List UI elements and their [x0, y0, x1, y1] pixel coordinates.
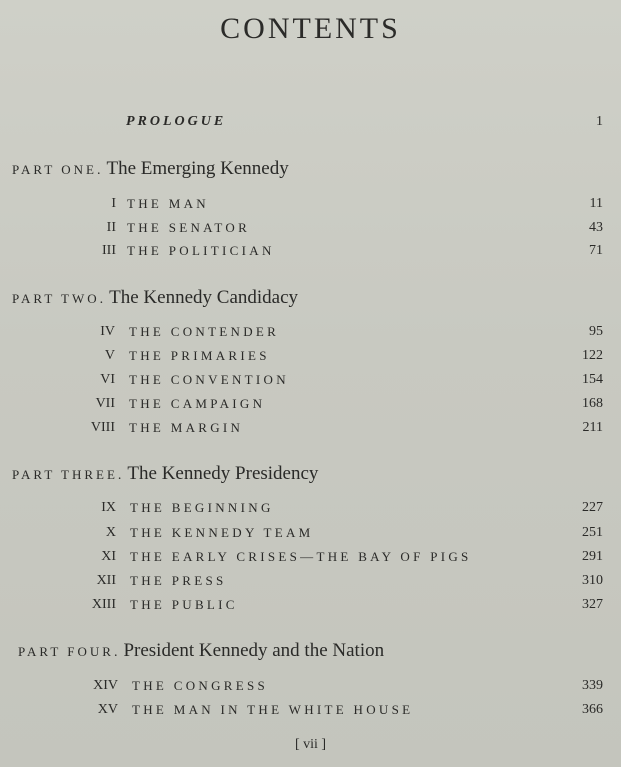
chapter-page-number: 154	[582, 372, 603, 387]
chapter-number: XIII	[91, 597, 116, 612]
part-label: PART TWO	[12, 291, 100, 306]
chapter-page-number: 95	[589, 324, 603, 339]
page-number-footer: [ vii ]	[294, 737, 327, 752]
chapter-number: XII	[96, 573, 116, 588]
chapter-page-number: 168	[582, 396, 603, 411]
chapter-title: THE MAN IN THE WHITE HOUSE	[132, 702, 414, 717]
chapter-page-number: 211	[582, 420, 603, 435]
chapter-row	[0, 348, 621, 368]
chapter-title: THE POLITICIAN	[127, 243, 275, 258]
chapter-title: THE BEGINNING	[130, 500, 274, 515]
chapter-row	[0, 372, 621, 392]
chapter-title: THE CONTENDER	[129, 324, 280, 339]
part-heading: PART THREE. The Kennedy Presidency	[12, 463, 319, 484]
part-title: The Kennedy Candidacy	[109, 287, 299, 308]
chapter-row	[0, 420, 621, 440]
chapter-row	[0, 597, 621, 617]
prologue-page-number: 1	[596, 114, 603, 129]
chapter-row	[0, 678, 621, 698]
chapter-number: VII	[95, 396, 115, 411]
part-heading: PART FOUR. President Kennedy and the Nation	[18, 640, 385, 661]
chapter-title: THE SENATOR	[127, 220, 251, 235]
chapter-title: THE CONGRESS	[132, 678, 269, 693]
chapter-number: I	[111, 196, 116, 211]
chapter-number: V	[104, 348, 115, 363]
chapter-title: THE PRIMARIES	[129, 348, 270, 363]
part-heading: PART TWO. The Kennedy Candidacy	[12, 287, 299, 308]
chapter-page-number: 366	[582, 702, 603, 717]
part-title: The Kennedy Presidency	[127, 463, 319, 484]
chapter-row	[0, 500, 621, 520]
chapter-page-number: 71	[589, 243, 603, 258]
chapter-title: THE MAN	[127, 196, 209, 211]
chapter-row	[0, 396, 621, 416]
chapter-title: THE KENNEDY TEAM	[130, 525, 314, 540]
chapter-title: THE MARGIN	[129, 420, 244, 435]
chapter-number: X	[105, 525, 116, 540]
chapter-row	[0, 549, 621, 569]
chapter-number: IV	[100, 324, 115, 339]
chapter-page-number: 43	[589, 220, 603, 235]
part-label: PART THREE	[12, 467, 118, 482]
chapter-number: VI	[100, 372, 115, 387]
chapter-number: XIV	[93, 678, 118, 693]
part-label: PART ONE	[12, 162, 97, 177]
chapter-number: XV	[97, 702, 118, 717]
chapter-row	[0, 243, 621, 263]
part-heading: PART ONE. The Emerging Kennedy	[12, 158, 289, 179]
chapter-number: IX	[101, 500, 116, 515]
part-title: The Emerging Kennedy	[106, 158, 289, 179]
chapter-title: THE EARLY CRISES—THE BAY OF PIGS	[130, 549, 472, 564]
chapter-page-number: 122	[582, 348, 603, 363]
chapter-row	[0, 525, 621, 545]
chapter-page-number: 251	[582, 525, 603, 540]
chapter-number: XI	[101, 549, 116, 564]
chapter-row	[0, 220, 621, 240]
chapter-number: VIII	[90, 420, 115, 435]
chapter-page-number: 339	[582, 678, 603, 693]
chapter-row	[0, 196, 621, 216]
chapter-number: III	[102, 243, 116, 258]
chapter-row	[0, 702, 621, 722]
chapter-page-number: 310	[582, 573, 603, 588]
chapter-title: THE CONVENTION	[129, 372, 289, 387]
chapter-number: II	[106, 220, 116, 235]
prologue-label: PROLOGUE	[126, 114, 227, 129]
chapter-row	[0, 573, 621, 593]
chapter-page-number: 291	[582, 549, 603, 564]
chapter-row	[0, 324, 621, 344]
part-title: President Kennedy and the Nation	[123, 640, 385, 661]
chapter-title: THE PRESS	[130, 573, 227, 588]
chapter-page-number: 327	[582, 597, 603, 612]
part-label: PART FOUR	[18, 644, 114, 659]
page-title: CONTENTS	[220, 12, 401, 45]
chapter-page-number: 227	[582, 500, 603, 515]
chapter-title: THE CAMPAIGN	[129, 396, 266, 411]
chapter-title: THE PUBLIC	[130, 597, 238, 612]
chapter-page-number: 11	[589, 196, 603, 211]
